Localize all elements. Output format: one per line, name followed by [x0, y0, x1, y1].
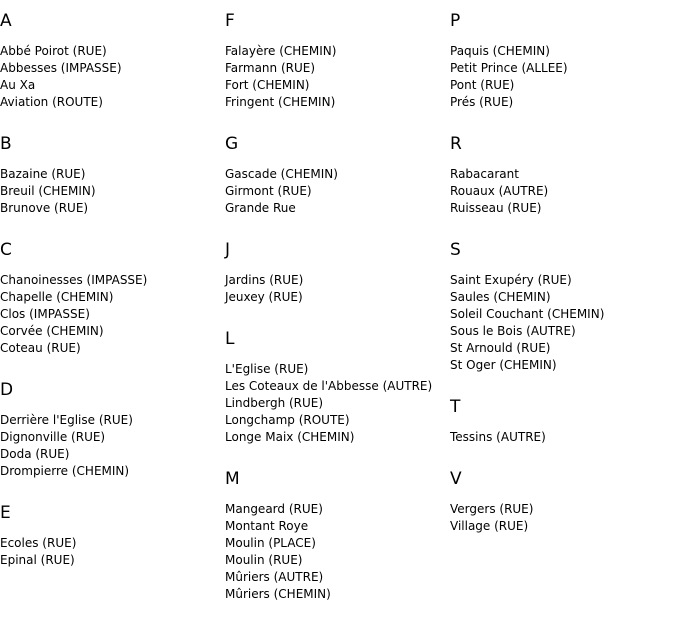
list-item — [225, 77, 450, 94]
street-link[interactable]: Jeuxey (RUE) — [225, 290, 303, 304]
list-item — [450, 77, 675, 94]
index-column — [0, 10, 225, 591]
street-link[interactable]: Chanoinesses (IMPASSE) — [0, 273, 148, 287]
street-list — [0, 412, 225, 480]
list-item — [0, 183, 225, 200]
street-link[interactable]: Doda (RUE) — [0, 447, 70, 461]
letter-group — [0, 239, 225, 357]
street-link[interactable]: Jardins (RUE) — [225, 273, 304, 287]
letter-heading: F — [225, 11, 235, 31]
street-link[interactable]: Les Coteaux de l'Abbesse (AUTRE) — [225, 379, 433, 393]
street-link[interactable]: Breuil (CHEMIN) — [0, 184, 96, 198]
list-item — [450, 200, 675, 217]
street-list — [450, 272, 675, 374]
list-item — [0, 535, 225, 552]
list-item — [450, 166, 675, 183]
street-link[interactable]: Girmont (RUE) — [225, 184, 312, 198]
street-list — [450, 166, 675, 217]
list-item — [450, 94, 675, 111]
street-link[interactable]: Mûriers (AUTRE) — [225, 570, 324, 584]
street-link[interactable]: Sous le Bois (AUTRE) — [450, 324, 576, 338]
letter-heading: V — [450, 469, 462, 489]
street-link[interactable]: Dignonville (RUE) — [0, 430, 106, 444]
street-link[interactable]: Lindbergh (RUE) — [225, 396, 324, 410]
letter-group — [225, 133, 450, 217]
letter-heading: R — [450, 134, 462, 154]
list-item — [225, 518, 450, 535]
list-item — [0, 340, 225, 357]
letter-group — [0, 502, 225, 569]
letter-heading: P — [450, 11, 461, 31]
list-item — [0, 306, 225, 323]
street-link[interactable]: Tessins (AUTRE) — [450, 430, 546, 444]
letter-heading: E — [0, 503, 11, 523]
street-list — [0, 43, 225, 111]
street-link[interactable]: Ruisseau (RUE) — [450, 201, 542, 215]
list-item — [225, 586, 450, 603]
letter-group — [450, 468, 675, 535]
street-list — [450, 501, 675, 535]
street-link[interactable]: Abbesses (IMPASSE) — [0, 61, 122, 75]
letter-heading: J — [225, 240, 231, 260]
list-item — [0, 272, 225, 289]
street-link[interactable]: Drompierre (CHEMIN) — [0, 464, 130, 478]
street-list — [450, 43, 675, 111]
street-link[interactable]: Aviation (ROUTE) — [0, 95, 103, 109]
letter-group — [225, 328, 450, 446]
street-link[interactable]: Gascade (CHEMIN) — [225, 167, 338, 181]
list-item — [450, 306, 675, 323]
street-link[interactable]: Clos (IMPASSE) — [0, 307, 90, 321]
street-link[interactable]: Prés (RUE) — [450, 95, 514, 109]
list-item — [225, 60, 450, 77]
list-item — [450, 272, 675, 289]
list-item — [0, 60, 225, 77]
letter-heading: L — [225, 329, 235, 349]
street-list — [0, 535, 225, 569]
list-item — [0, 323, 225, 340]
list-item — [225, 429, 450, 446]
list-item — [225, 289, 450, 306]
letter-group — [225, 468, 450, 603]
list-item — [450, 357, 675, 374]
list-item — [225, 569, 450, 586]
street-list — [0, 166, 225, 217]
street-list — [225, 272, 450, 306]
letter-group — [450, 10, 675, 111]
street-list — [0, 272, 225, 357]
street-link[interactable]: Mangeard (RUE) — [225, 502, 323, 516]
street-link[interactable]: Pont (RUE) — [450, 78, 515, 92]
list-item — [225, 412, 450, 429]
letter-group — [225, 239, 450, 306]
street-link[interactable]: Petit Prince (ALLEE) — [450, 61, 568, 75]
list-item — [450, 340, 675, 357]
street-link[interactable]: Ecoles (RUE) — [0, 536, 77, 550]
street-link[interactable]: Fort (CHEMIN) — [225, 78, 310, 92]
letter-heading: T — [450, 397, 461, 417]
street-list — [225, 361, 450, 446]
street-link[interactable]: Falayère (CHEMIN) — [225, 44, 337, 58]
letter-group — [0, 133, 225, 217]
list-item — [0, 43, 225, 60]
list-item — [0, 200, 225, 217]
list-item — [225, 183, 450, 200]
list-item — [225, 272, 450, 289]
street-link[interactable]: Village (RUE) — [450, 519, 529, 533]
letter-group — [0, 10, 225, 111]
street-link[interactable]: Mûriers (CHEMIN) — [225, 587, 331, 601]
list-item — [450, 60, 675, 77]
index-column — [450, 10, 675, 557]
street-list — [225, 43, 450, 111]
street-link[interactable]: St Oger (CHEMIN) — [450, 358, 557, 372]
letter-heading: G — [225, 134, 239, 154]
letter-heading: B — [0, 134, 12, 154]
letter-group — [450, 396, 675, 446]
list-item — [0, 412, 225, 429]
street-link[interactable]: Saules (CHEMIN) — [450, 290, 551, 304]
list-item — [0, 463, 225, 480]
street-link[interactable]: Vergers (RUE) — [450, 502, 534, 516]
list-item — [450, 43, 675, 60]
list-item — [225, 94, 450, 111]
street-link[interactable]: Rabacarant — [450, 167, 519, 181]
street-list — [225, 166, 450, 217]
list-item — [225, 501, 450, 518]
street-link[interactable]: Corvée (CHEMIN) — [0, 324, 104, 338]
street-link[interactable]: Au Xa — [0, 78, 36, 92]
list-item — [450, 323, 675, 340]
letter-heading: A — [0, 11, 12, 31]
street-link[interactable]: Longe Maix (CHEMIN) — [225, 430, 355, 444]
list-item — [450, 289, 675, 306]
list-item — [450, 518, 675, 535]
street-link[interactable]: Soleil Couchant (CHEMIN) — [450, 307, 605, 321]
list-item — [225, 395, 450, 412]
letter-group — [225, 10, 450, 111]
street-link[interactable]: Coteau (RUE) — [0, 341, 81, 355]
street-link[interactable]: Rouaux (AUTRE) — [450, 184, 549, 198]
street-link[interactable]: Montant Roye — [225, 519, 309, 533]
list-item — [225, 378, 450, 395]
list-item — [0, 94, 225, 111]
index-column — [225, 10, 450, 625]
list-item — [0, 429, 225, 446]
street-link[interactable]: St Arnould (RUE) — [450, 341, 551, 355]
street-list — [450, 429, 675, 446]
letter-heading: D — [0, 380, 14, 400]
list-item — [225, 166, 450, 183]
letter-group — [450, 239, 675, 374]
street-link[interactable]: Saint Exupéry (RUE) — [450, 273, 572, 287]
list-item — [225, 200, 450, 217]
street-link[interactable]: Chapelle (CHEMIN) — [0, 290, 114, 304]
letter-heading: C — [0, 240, 12, 260]
letter-group — [450, 133, 675, 217]
street-link[interactable]: Derrière l'Eglise (RUE) — [0, 413, 133, 427]
list-item — [225, 535, 450, 552]
letter-heading: S — [450, 240, 461, 260]
street-link[interactable]: Abbé Poirot (RUE) — [0, 44, 107, 58]
street-list — [225, 501, 450, 603]
street-link[interactable]: Longchamp (ROUTE) — [225, 413, 350, 427]
street-link[interactable]: Moulin (PLACE) — [225, 536, 316, 550]
street-link[interactable]: Paquis (CHEMIN) — [450, 44, 550, 58]
list-item — [225, 361, 450, 378]
list-item — [0, 552, 225, 569]
street-link[interactable]: Epinal (RUE) — [0, 553, 75, 567]
list-item — [0, 166, 225, 183]
street-link[interactable]: Brunove (RUE) — [0, 201, 89, 215]
list-item — [225, 552, 450, 569]
list-item — [450, 429, 675, 446]
list-item — [450, 501, 675, 518]
list-item — [225, 43, 450, 60]
list-item — [0, 77, 225, 94]
letter-heading: M — [225, 469, 240, 489]
list-item — [0, 446, 225, 463]
street-link[interactable]: L'Eglise (RUE) — [225, 362, 309, 376]
street-link[interactable]: Fringent (CHEMIN) — [225, 95, 336, 109]
list-item — [0, 289, 225, 306]
street-link[interactable]: Grande Rue — [225, 201, 296, 215]
street-link[interactable]: Farmann (RUE) — [225, 61, 316, 75]
letter-group — [0, 379, 225, 480]
list-item — [450, 183, 675, 200]
street-link[interactable]: Moulin (RUE) — [225, 553, 303, 567]
street-link[interactable]: Bazaine (RUE) — [0, 167, 86, 181]
